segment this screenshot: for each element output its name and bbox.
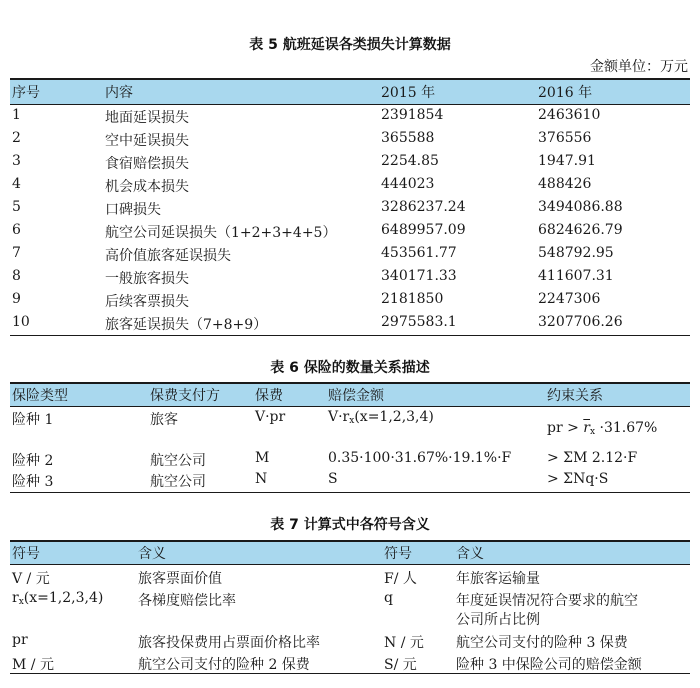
cell-compensation: 0.35·100·31.67%·19.1%·F <box>328 449 512 466</box>
header-type: 保险类型 <box>12 387 68 404</box>
table-row <box>10 266 690 289</box>
cell-constraint: pr > $\overline{r}_x \cdot 31.67\%$ <box>547 419 658 437</box>
cell-premium: M <box>255 449 270 466</box>
cell-meaning: 航空公司支付的险种 2 保费 <box>138 656 310 673</box>
header-meaning-right: 含义 <box>456 545 484 562</box>
cell-2015: 2975583.1 <box>381 313 457 330</box>
cell-meaning: 航空公司支付的险种 3 保费 <box>456 634 628 651</box>
header-compensation: 赔偿金额 <box>328 387 384 404</box>
header-premium: 保费 <box>255 387 283 404</box>
cell-compensation: S <box>328 470 338 487</box>
cell-content: 口碑损失 <box>105 201 161 218</box>
cell-content: 食宿赔偿损失 <box>105 155 189 172</box>
header-symbol-left: 符号 <box>12 545 40 562</box>
table-row <box>10 470 690 492</box>
cell-2015: 2181850 <box>381 290 444 307</box>
cell-symbol: V / 元 <box>12 570 50 587</box>
cell-content: 航空公司延误损失（1+2+3+4+5） <box>105 224 337 241</box>
cell-meaning: 年旅客运输量 <box>456 570 540 587</box>
table-row <box>10 243 690 266</box>
table6-caption: 表 6 保险的数量关系描述 <box>270 360 430 376</box>
cell-no: 6 <box>12 221 21 238</box>
cell-no: 2 <box>12 129 21 146</box>
table-row <box>10 629 690 651</box>
cell-symbol: M / 元 <box>12 656 54 673</box>
cell-constraint: > ΣM 2.12·F <box>547 449 638 466</box>
cell-2015: 3286237.24 <box>381 198 466 215</box>
table-row <box>10 197 690 220</box>
cell-payer: 航空公司 <box>150 473 206 490</box>
table5-caption: 表 5 航班延误各类损失计算数据 <box>249 37 451 53</box>
header-2015: 2015 年 <box>381 84 436 101</box>
cell-2016: 6824626.79 <box>538 221 623 238</box>
cell-symbol: N / 元 <box>384 634 424 651</box>
cell-2016: 548792.95 <box>538 244 614 261</box>
header-constraint: 约束关系 <box>547 387 603 404</box>
cell-content: 一般旅客损失 <box>105 270 189 287</box>
cell-2016: 376556 <box>538 129 592 146</box>
table-row <box>10 565 690 587</box>
cell-meaning: 险种 3 中保险公司的赔偿金额 <box>456 656 642 673</box>
header-no: 序号 <box>12 84 40 101</box>
bottom-rule <box>10 492 690 494</box>
table5-unit: 金额单位：万元 <box>590 59 688 75</box>
cell-type: 险种 2 <box>12 452 54 469</box>
cell-2016: 411607.31 <box>538 267 614 284</box>
cell-content: 空中延误损失 <box>105 132 189 149</box>
table-row <box>10 587 690 629</box>
cell-2015: 453561.77 <box>381 244 457 261</box>
cell-2015: 2391854 <box>381 106 444 123</box>
table7-caption: 表 7 计算式中各符号含义 <box>270 517 430 533</box>
cell-content: 旅客延误损失（7+8+9） <box>105 316 268 333</box>
cell-2015: 444023 <box>381 175 435 192</box>
table-row <box>10 151 690 174</box>
cell-meaning: 旅客票面价值 <box>138 570 222 587</box>
table-row <box>10 220 690 243</box>
cell-no: 4 <box>12 175 21 192</box>
table7 <box>10 540 690 674</box>
cell-type: 险种 1 <box>12 411 54 428</box>
cell-symbol: S/ 元 <box>384 656 417 673</box>
cell-no: 8 <box>12 267 21 284</box>
cell-no: 10 <box>12 313 30 330</box>
cell-compensation: $V\cdot r_x(x=1,2,3,4)$ <box>328 408 434 426</box>
cell-payer: 航空公司 <box>150 452 206 469</box>
cell-2016: 2463610 <box>538 106 601 123</box>
cell-content: 后续客票损失 <box>105 293 189 310</box>
cell-premium: N <box>255 470 268 487</box>
cell-constraint: > ΣNq·S <box>547 470 609 487</box>
cell-meaning: 各梯度赔偿比率 <box>138 592 236 609</box>
cell-meaning: 旅客投保费用占票面价格比率 <box>138 634 320 651</box>
cell-symbol: F/ 人 <box>384 570 417 587</box>
table-row <box>10 128 690 151</box>
cell-no: 3 <box>12 152 21 169</box>
table-row <box>10 448 690 470</box>
cell-content: 高价值旅客延误损失 <box>105 247 231 264</box>
table-row <box>10 174 690 197</box>
table5-header <box>10 80 690 104</box>
cell-no: 1 <box>12 106 21 123</box>
cell-2016: 3494086.88 <box>538 198 623 215</box>
cell-no: 9 <box>12 290 21 307</box>
cell-content: 机会成本损失 <box>105 178 189 195</box>
table5 <box>10 78 690 336</box>
table-row <box>10 651 690 673</box>
header-2016: 2016 年 <box>538 84 593 101</box>
header-payer: 保费支付方 <box>150 387 220 404</box>
cell-premium: V·pr <box>255 408 286 425</box>
table5-body <box>10 105 690 335</box>
cell-no: 7 <box>12 244 21 261</box>
table-row <box>10 312 690 335</box>
cell-2015: 2254.85 <box>381 152 439 169</box>
cell-content: 地面延误损失 <box>105 109 189 126</box>
cell-symbol: pr <box>12 631 28 648</box>
header-content: 内容 <box>105 84 133 101</box>
table7-header <box>10 542 690 564</box>
cell-meaning-cont: 公司所占比例 <box>456 611 540 628</box>
table-row <box>10 289 690 312</box>
cell-type: 险种 3 <box>12 473 54 490</box>
table6 <box>10 382 690 493</box>
cell-2016: 488426 <box>538 175 592 192</box>
cell-no: 5 <box>12 198 21 215</box>
header-symbol-right: 符号 <box>384 545 412 562</box>
cell-2015: 365588 <box>381 129 435 146</box>
table-row <box>10 105 690 128</box>
cell-2016: 3207706.26 <box>538 313 623 330</box>
cell-2015: 340171.33 <box>381 267 457 284</box>
table-row <box>10 407 690 448</box>
bottom-rule <box>10 335 690 337</box>
cell-meaning: 年度延误情况符合要求的航空 <box>456 592 638 609</box>
cell-payer: 旅客 <box>150 411 178 428</box>
cell-2016: 2247306 <box>538 290 601 307</box>
cell-symbol: $r_x(x=1,2,3,4)$ <box>12 589 104 607</box>
header-meaning-left: 含义 <box>138 545 166 562</box>
cell-2016: 1947.91 <box>538 152 596 169</box>
table6-header <box>10 384 690 406</box>
cell-2015: 6489957.09 <box>381 221 466 238</box>
cell-symbol: q <box>384 589 393 606</box>
